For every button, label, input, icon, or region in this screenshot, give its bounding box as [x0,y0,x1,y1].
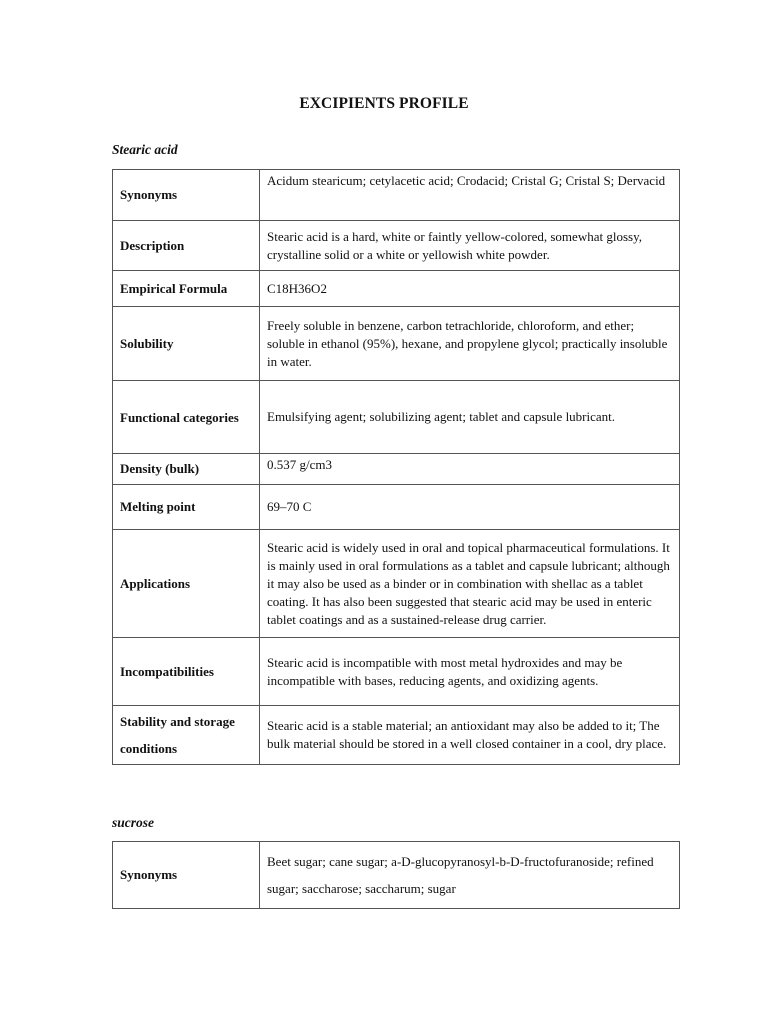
property-label: Empirical Formula [113,271,260,307]
property-label: Density (bulk) [113,454,260,485]
property-label: Applications [113,530,260,638]
property-value: Freely soluble in benzene, carbon tetrachloride, chloroform, and ether; soluble in ethanol (95%), hexane, and propylene glycol; practically insoluble in water. [260,307,680,381]
property-value: C18H36O2 [260,271,680,307]
section-heading-stearic-acid: Stearic acid [112,142,178,157]
table-row [113,221,680,271]
property-value: 0.537 g/cm3 [260,454,680,485]
table-row [113,454,680,485]
property-value: Stearic acid is widely used in oral and topical pharmaceutical formulations. It is mainly used in oral formulations as a tablet and capsule lubricant; although it may also be used as a binder or in combination with shellac as a tablet coating. It has also been suggested that stearic acid may be used in enteric tablet coatings and as a sustained-release drug carrier. [260,530,680,638]
table-row [113,530,680,638]
property-label: Solubility [113,307,260,381]
property-value: Emulsifying agent; solubilizing agent; tablet and capsule lubricant. [260,381,680,454]
table-row [113,170,680,221]
table-row [113,485,680,530]
table-row [113,706,680,765]
page-title: EXCIPIENTS PROFILE [299,95,469,112]
property-label: Synonyms [113,170,260,221]
property-value: Stearic acid is a hard, white or faintly yellow-colored, somewhat glossy, crystalline solid or a white or yellowish white powder. [260,221,680,271]
property-label: Functional categories [113,381,260,454]
property-label: Incompatibilities [113,638,260,706]
property-value: Stearic acid is a stable material; an antioxidant may also be added to it; The bulk material should be stored in a well closed container in a cool, dry place. [260,706,680,765]
property-value: Beet sugar; cane sugar; a-D-glucopyranosyl-b-D-fructofuranoside; refined sugar; saccharose; saccharum; sugar [260,842,680,909]
table-row [113,271,680,307]
property-value: Acidum stearicum; cetylacetic acid; Crodacid; Cristal G; Cristal S; Dervacid [260,170,680,221]
property-label: Stability and storage conditions [113,706,260,765]
table-row [113,381,680,454]
table-row [113,307,680,381]
stearic-acid-table [112,169,680,765]
property-value: Stearic acid is incompatible with most metal hydroxides and may be incompatible with bases, reducing agents, and oxidizing agents. [260,638,680,706]
sucrose-table [112,841,680,909]
property-value: 69–70 C [260,485,680,530]
table-row [113,638,680,706]
table-row [113,842,680,909]
section-heading-sucrose: sucrose [112,815,155,830]
property-label: Description [113,221,260,271]
property-label: Melting point [113,485,260,530]
property-label: Synonyms [113,842,260,909]
